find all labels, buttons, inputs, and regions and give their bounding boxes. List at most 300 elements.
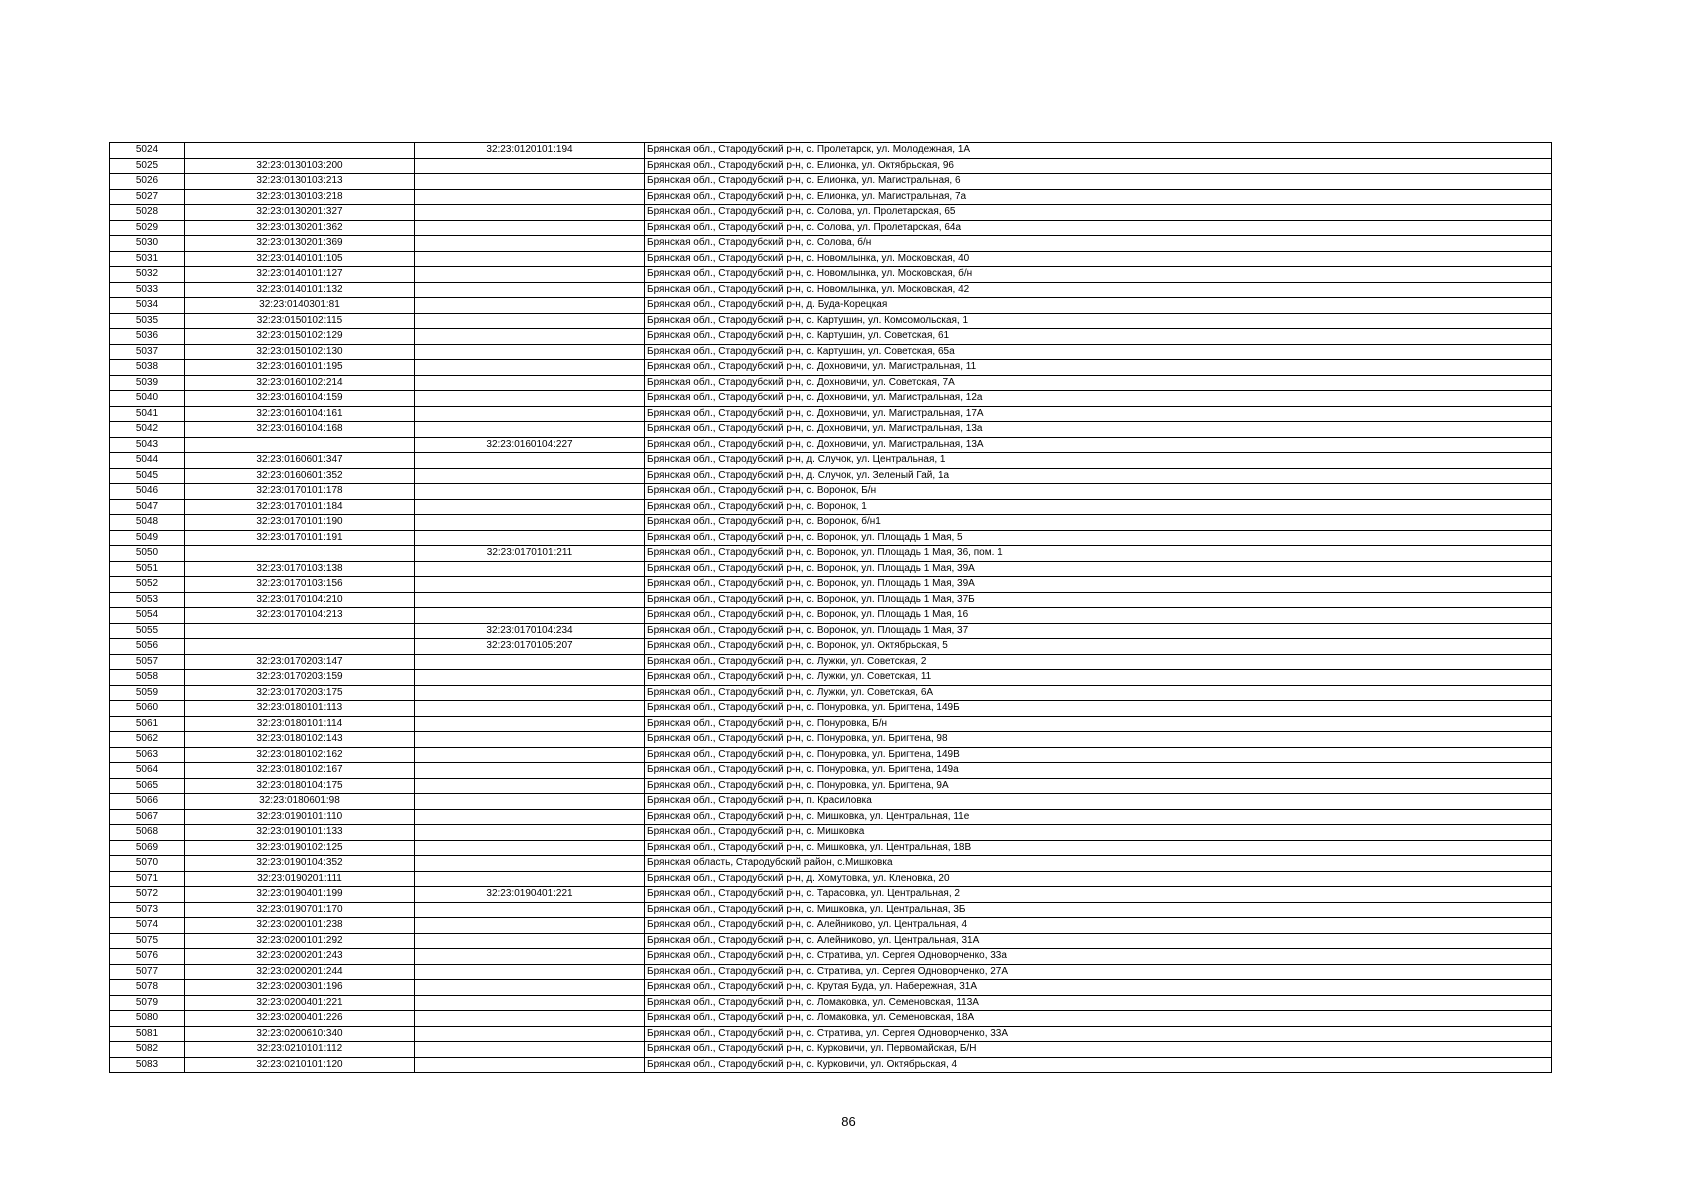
related-cadastral-number-cell	[415, 484, 645, 500]
address-cell: Брянская обл., Стародубский р-н, с. Стратива, ул. Сергея Одноворченко, 27А	[645, 964, 1552, 980]
related-cadastral-number-cell	[415, 685, 645, 701]
row-number-cell: 5030	[110, 236, 185, 252]
related-cadastral-number-cell	[415, 732, 645, 748]
table-row	[110, 329, 1552, 345]
address-cell: Брянская обл., Стародубский р-н, с. Мишковка, ул. Центральная, 11е	[645, 809, 1552, 825]
row-number-cell: 5046	[110, 484, 185, 500]
row-number-cell: 5057	[110, 654, 185, 670]
cadastral-number-cell: 32:23:0200301:196	[185, 980, 415, 996]
table-row	[110, 1026, 1552, 1042]
cadastral-number-cell	[185, 437, 415, 453]
table-row	[110, 902, 1552, 918]
row-number-cell: 5072	[110, 887, 185, 903]
related-cadastral-number-cell	[415, 747, 645, 763]
cadastral-number-cell	[185, 546, 415, 562]
row-number-cell: 5078	[110, 980, 185, 996]
address-cell: Брянская обл., Стародубский р-н, д. Хомутовка, ул. Кленовка, 20	[645, 871, 1552, 887]
address-cell: Брянская обл., Стародубский р-н, с. Пролетарск, ул. Молодежная, 1А	[645, 143, 1552, 159]
address-cell: Брянская обл., Стародубский р-н, с. Дохновичи, ул. Магистральная, 13а	[645, 422, 1552, 438]
related-cadastral-number-cell	[415, 360, 645, 376]
table-row	[110, 716, 1552, 732]
row-number-cell: 5060	[110, 701, 185, 717]
address-cell: Брянская обл., Стародубский р-н, с. Алейниково, ул. Центральная, 4	[645, 918, 1552, 934]
table-row	[110, 670, 1552, 686]
cadastral-number-cell: 32:23:0150102:115	[185, 313, 415, 329]
cadastral-number-cell: 32:23:0170203:159	[185, 670, 415, 686]
cadastral-number-cell: 32:23:0180102:167	[185, 763, 415, 779]
related-cadastral-number-cell	[415, 654, 645, 670]
table-row	[110, 267, 1552, 283]
cadastral-number-cell: 32:23:0180102:143	[185, 732, 415, 748]
row-number-cell: 5034	[110, 298, 185, 314]
address-cell: Брянская обл., Стародубский р-н, с. Дохновичи, ул. Магистральная, 13А	[645, 437, 1552, 453]
table-row	[110, 995, 1552, 1011]
cadastral-number-cell: 32:23:0180102:162	[185, 747, 415, 763]
address-cell: Брянская обл., Стародубский р-н, с. Воронок, ул. Площадь 1 Мая, 5	[645, 530, 1552, 546]
cadastral-number-cell: 32:23:0200201:243	[185, 949, 415, 965]
table-row	[110, 918, 1552, 934]
row-number-cell: 5036	[110, 329, 185, 345]
related-cadastral-number-cell	[415, 856, 645, 872]
table-row	[110, 158, 1552, 174]
row-number-cell: 5065	[110, 778, 185, 794]
table-row	[110, 592, 1552, 608]
cadastral-number-cell: 32:23:0160101:195	[185, 360, 415, 376]
related-cadastral-number-cell	[415, 763, 645, 779]
related-cadastral-number-cell	[415, 391, 645, 407]
row-number-cell: 5082	[110, 1042, 185, 1058]
related-cadastral-number-cell	[415, 871, 645, 887]
cadastral-number-cell: 32:23:0200201:244	[185, 964, 415, 980]
table-row	[110, 794, 1552, 810]
related-cadastral-number-cell	[415, 809, 645, 825]
table-row	[110, 685, 1552, 701]
cadastral-number-cell: 32:23:0170101:190	[185, 515, 415, 531]
address-cell: Брянская обл., Стародубский р-н, с. Воронок, ул. Площадь 1 Мая, 37	[645, 623, 1552, 639]
address-cell: Брянская обл., Стародубский р-н, с. Новомлынка, ул. Московская, 40	[645, 251, 1552, 267]
row-number-cell: 5029	[110, 220, 185, 236]
table-row	[110, 499, 1552, 515]
cadastral-number-cell: 32:23:0130103:200	[185, 158, 415, 174]
row-number-cell: 5079	[110, 995, 185, 1011]
related-cadastral-number-cell	[415, 608, 645, 624]
related-cadastral-number-cell	[415, 298, 645, 314]
table-row	[110, 949, 1552, 965]
related-cadastral-number-cell	[415, 189, 645, 205]
row-number-cell: 5049	[110, 530, 185, 546]
table-row	[110, 298, 1552, 314]
row-number-cell: 5062	[110, 732, 185, 748]
address-cell: Брянская область, Стародубский район, с.Мишковка	[645, 856, 1552, 872]
row-number-cell: 5051	[110, 561, 185, 577]
table-row	[110, 608, 1552, 624]
address-cell: Брянская обл., Стародубский р-н, с. Курковичи, ул. Октябрьская, 4	[645, 1057, 1552, 1073]
cadastral-number-cell: 32:23:0140301:81	[185, 298, 415, 314]
cadastral-number-cell: 32:23:0130103:218	[185, 189, 415, 205]
table-row	[110, 577, 1552, 593]
row-number-cell: 5039	[110, 375, 185, 391]
related-cadastral-number-cell	[415, 778, 645, 794]
table-row	[110, 344, 1552, 360]
address-cell: Брянская обл., Стародубский р-н, с. Новомлынка, ул. Московская, 42	[645, 282, 1552, 298]
address-cell: Брянская обл., Стародубский р-н, с. Крутая Буда, ул. Набережная, 31А	[645, 980, 1552, 996]
address-cell: Брянская обл., Стародубский р-н, с. Воронок, ул. Площадь 1 Мая, 39А	[645, 577, 1552, 593]
cadastral-number-cell: 32:23:0190101:133	[185, 825, 415, 841]
row-number-cell: 5073	[110, 902, 185, 918]
row-number-cell: 5042	[110, 422, 185, 438]
address-cell: Брянская обл., Стародубский р-н, с. Воронок, Б/н	[645, 484, 1552, 500]
related-cadastral-number-cell	[415, 1042, 645, 1058]
row-number-cell: 5048	[110, 515, 185, 531]
cadastral-number-cell: 32:23:0160102:214	[185, 375, 415, 391]
related-cadastral-number-cell	[415, 267, 645, 283]
address-cell: Брянская обл., Стародубский р-н, с. Мишковка	[645, 825, 1552, 841]
row-number-cell: 5041	[110, 406, 185, 422]
related-cadastral-number-cell	[415, 220, 645, 236]
row-number-cell: 5024	[110, 143, 185, 159]
table-row	[110, 639, 1552, 655]
row-number-cell: 5053	[110, 592, 185, 608]
cadastral-number-cell: 32:23:0200101:292	[185, 933, 415, 949]
row-number-cell: 5047	[110, 499, 185, 515]
cadastral-number-cell: 32:23:0170104:210	[185, 592, 415, 608]
address-cell: Брянская обл., Стародубский р-н, с. Ломаковка, ул. Семеновская, 18А	[645, 1011, 1552, 1027]
row-number-cell: 5035	[110, 313, 185, 329]
table-row	[110, 763, 1552, 779]
related-cadastral-number-cell	[415, 375, 645, 391]
cadastral-number-cell: 32:23:0170104:213	[185, 608, 415, 624]
related-cadastral-number-cell	[415, 344, 645, 360]
table-row	[110, 825, 1552, 841]
table-row	[110, 530, 1552, 546]
table-row	[110, 484, 1552, 500]
related-cadastral-number-cell	[415, 205, 645, 221]
related-cadastral-number-cell	[415, 515, 645, 531]
address-cell: Брянская обл., Стародубский р-н, с. Елионка, ул. Магистральная, 6	[645, 174, 1552, 190]
cadastral-number-cell: 32:23:0190102:125	[185, 840, 415, 856]
related-cadastral-number-cell	[415, 964, 645, 980]
related-cadastral-number-cell	[415, 453, 645, 469]
address-cell: Брянская обл., Стародубский р-н, с. Солова, ул. Пролетарская, 64а	[645, 220, 1552, 236]
cadastral-number-cell: 32:23:0160601:352	[185, 468, 415, 484]
cadastral-number-cell: 32:23:0140101:132	[185, 282, 415, 298]
cadastral-number-cell	[185, 639, 415, 655]
row-number-cell: 5083	[110, 1057, 185, 1073]
address-cell: Брянская обл., Стародубский р-н, с. Картушин, ул. Советская, 61	[645, 329, 1552, 345]
address-cell: Брянская обл., Стародубский р-н, с. Лужки, ул. Советская, 2	[645, 654, 1552, 670]
table-row	[110, 732, 1552, 748]
related-cadastral-number-cell	[415, 329, 645, 345]
table-row	[110, 654, 1552, 670]
related-cadastral-number-cell: 32:23:0120101:194	[415, 143, 645, 159]
row-number-cell: 5064	[110, 763, 185, 779]
address-cell: Брянская обл., Стародубский р-н, с. Понуровка, Б/н	[645, 716, 1552, 732]
table-row	[110, 933, 1552, 949]
related-cadastral-number-cell	[415, 933, 645, 949]
table-row	[110, 468, 1552, 484]
cadastral-number-cell: 32:23:0170101:178	[185, 484, 415, 500]
table-row	[110, 375, 1552, 391]
cadastral-number-cell	[185, 623, 415, 639]
cadastral-number-cell: 32:23:0130201:327	[185, 205, 415, 221]
address-cell: Брянская обл., Стародубский р-н, с. Воронок, ул. Площадь 1 Мая, 36, пом. 1	[645, 546, 1552, 562]
address-cell: Брянская обл., Стародубский р-н, с. Елионка, ул. Магистральная, 7а	[645, 189, 1552, 205]
cadastral-number-cell: 32:23:0200401:226	[185, 1011, 415, 1027]
related-cadastral-number-cell	[415, 949, 645, 965]
address-cell: Брянская обл., Стародубский р-н, с. Воронок, 1	[645, 499, 1552, 515]
cadastral-number-cell: 32:23:0180104:175	[185, 778, 415, 794]
row-number-cell: 5025	[110, 158, 185, 174]
cadastral-number-cell: 32:23:0190201:111	[185, 871, 415, 887]
cadastral-number-cell: 32:23:0180101:113	[185, 701, 415, 717]
address-cell: Брянская обл., Стародубский р-н, с. Картушин, ул. Комсомольская, 1	[645, 313, 1552, 329]
row-number-cell: 5045	[110, 468, 185, 484]
cadastral-number-cell: 32:23:0190401:199	[185, 887, 415, 903]
address-cell: Брянская обл., Стародубский р-н, д. Случок, ул. Зеленый Гай, 1а	[645, 468, 1552, 484]
related-cadastral-number-cell	[415, 251, 645, 267]
row-number-cell: 5054	[110, 608, 185, 624]
table-row	[110, 561, 1552, 577]
address-cell: Брянская обл., Стародубский р-н, с. Картушин, ул. Советская, 65а	[645, 344, 1552, 360]
related-cadastral-number-cell	[415, 236, 645, 252]
cadastral-number-cell: 32:23:0130103:213	[185, 174, 415, 190]
address-cell: Брянская обл., Стародубский р-н, с. Лужки, ул. Советская, 11	[645, 670, 1552, 686]
row-number-cell: 5067	[110, 809, 185, 825]
related-cadastral-number-cell	[415, 577, 645, 593]
cadastral-number-cell: 32:23:0160104:159	[185, 391, 415, 407]
address-cell: Брянская обл., Стародубский р-н, с. Воронок, ул. Площадь 1 Мая, 37Б	[645, 592, 1552, 608]
related-cadastral-number-cell: 32:23:0170104:234	[415, 623, 645, 639]
table-row	[110, 453, 1552, 469]
table-row	[110, 809, 1552, 825]
table-row	[110, 980, 1552, 996]
row-number-cell: 5055	[110, 623, 185, 639]
address-cell: Брянская обл., Стародубский р-н, с. Ломаковка, ул. Семеновская, 113А	[645, 995, 1552, 1011]
row-number-cell: 5027	[110, 189, 185, 205]
row-number-cell: 5080	[110, 1011, 185, 1027]
related-cadastral-number-cell	[415, 840, 645, 856]
table-row	[110, 964, 1552, 980]
cadastral-number-cell: 32:23:0170103:138	[185, 561, 415, 577]
address-cell: Брянская обл., Стародубский р-н, с. Мишковка, ул. Центральная, 3Б	[645, 902, 1552, 918]
related-cadastral-number-cell	[415, 313, 645, 329]
table-row	[110, 406, 1552, 422]
related-cadastral-number-cell	[415, 918, 645, 934]
address-cell: Брянская обл., Стародубский р-н, п. Красиловка	[645, 794, 1552, 810]
related-cadastral-number-cell	[415, 422, 645, 438]
table-row	[110, 1011, 1552, 1027]
row-number-cell: 5031	[110, 251, 185, 267]
row-number-cell: 5040	[110, 391, 185, 407]
table-row	[110, 391, 1552, 407]
related-cadastral-number-cell	[415, 499, 645, 515]
table-row	[110, 623, 1552, 639]
row-number-cell: 5070	[110, 856, 185, 872]
cadastral-number-cell: 32:23:0130201:369	[185, 236, 415, 252]
address-cell: Брянская обл., Стародубский р-н, д. Буда-Корецкая	[645, 298, 1552, 314]
row-number-cell: 5074	[110, 918, 185, 934]
related-cadastral-number-cell	[415, 406, 645, 422]
address-cell: Брянская обл., Стародубский р-н, с. Дохновичи, ул. Магистральная, 11	[645, 360, 1552, 376]
cadastral-number-cell: 32:23:0140101:127	[185, 267, 415, 283]
row-number-cell: 5075	[110, 933, 185, 949]
row-number-cell: 5043	[110, 437, 185, 453]
table-row	[110, 422, 1552, 438]
address-cell: Брянская обл., Стародубский р-н, с. Воронок, ул. Площадь 1 Мая, 39А	[645, 561, 1552, 577]
address-cell: Брянская обл., Стародубский р-н, с. Курковичи, ул. Первомайская, Б/Н	[645, 1042, 1552, 1058]
related-cadastral-number-cell: 32:23:0160104:227	[415, 437, 645, 453]
row-number-cell: 5044	[110, 453, 185, 469]
registry-table-body	[110, 143, 1552, 1073]
related-cadastral-number-cell	[415, 1026, 645, 1042]
table-row	[110, 747, 1552, 763]
cadastral-number-cell: 32:23:0200610:340	[185, 1026, 415, 1042]
address-cell: Брянская обл., Стародубский р-н, с. Солова, б/н	[645, 236, 1552, 252]
related-cadastral-number-cell	[415, 701, 645, 717]
address-cell: Брянская обл., Стародубский р-н, с. Елионка, ул. Октябрьская, 96	[645, 158, 1552, 174]
table-row	[110, 856, 1552, 872]
address-cell: Брянская обл., Стародубский р-н, с. Лужки, ул. Советская, 6А	[645, 685, 1552, 701]
table-row	[110, 1042, 1552, 1058]
row-number-cell: 5081	[110, 1026, 185, 1042]
cadastral-number-cell: 32:23:0200101:238	[185, 918, 415, 934]
row-number-cell: 5038	[110, 360, 185, 376]
row-number-cell: 5050	[110, 546, 185, 562]
property-registry-table	[109, 142, 1552, 1073]
row-number-cell: 5056	[110, 639, 185, 655]
related-cadastral-number-cell	[415, 1057, 645, 1073]
related-cadastral-number-cell: 32:23:0170105:207	[415, 639, 645, 655]
table-row	[110, 220, 1552, 236]
row-number-cell: 5068	[110, 825, 185, 841]
table-row	[110, 515, 1552, 531]
table-row	[110, 701, 1552, 717]
address-cell: Брянская обл., Стародубский р-н, с. Дохновичи, ул. Советская, 7А	[645, 375, 1552, 391]
address-cell: Брянская обл., Стародубский р-н, с. Воронок, ул. Площадь 1 Мая, 16	[645, 608, 1552, 624]
related-cadastral-number-cell	[415, 282, 645, 298]
related-cadastral-number-cell	[415, 980, 645, 996]
related-cadastral-number-cell	[415, 794, 645, 810]
related-cadastral-number-cell	[415, 561, 645, 577]
address-cell: Брянская обл., Стародубский р-н, с. Тарасовка, ул. Центральная, 2	[645, 887, 1552, 903]
table-row	[110, 143, 1552, 159]
address-cell: Брянская обл., Стародубский р-н, с. Понуровка, ул. Бригтена, 98	[645, 732, 1552, 748]
cadastral-number-cell: 32:23:0150102:129	[185, 329, 415, 345]
related-cadastral-number-cell	[415, 468, 645, 484]
address-cell: Брянская обл., Стародубский р-н, с. Понуровка, ул. Бригтена, 149а	[645, 763, 1552, 779]
row-number-cell: 5061	[110, 716, 185, 732]
related-cadastral-number-cell	[415, 995, 645, 1011]
table-row	[110, 1057, 1552, 1073]
row-number-cell: 5059	[110, 685, 185, 701]
table-row	[110, 205, 1552, 221]
cadastral-number-cell: 32:23:0190101:110	[185, 809, 415, 825]
table-row	[110, 546, 1552, 562]
row-number-cell: 5058	[110, 670, 185, 686]
row-number-cell: 5037	[110, 344, 185, 360]
cadastral-number-cell: 32:23:0160104:161	[185, 406, 415, 422]
table-row	[110, 236, 1552, 252]
row-number-cell: 5069	[110, 840, 185, 856]
cadastral-number-cell	[185, 143, 415, 159]
cadastral-number-cell: 32:23:0180601:98	[185, 794, 415, 810]
table-row	[110, 251, 1552, 267]
address-cell: Брянская обл., Стародубский р-н, с. Дохновичи, ул. Магистральная, 12а	[645, 391, 1552, 407]
table-row	[110, 840, 1552, 856]
related-cadastral-number-cell	[415, 902, 645, 918]
cadastral-number-cell: 32:23:0180101:114	[185, 716, 415, 732]
table-row	[110, 778, 1552, 794]
table-row	[110, 282, 1552, 298]
related-cadastral-number-cell	[415, 158, 645, 174]
cadastral-number-cell: 32:23:0140101:105	[185, 251, 415, 267]
table-row	[110, 360, 1552, 376]
cadastral-number-cell: 32:23:0190104:352	[185, 856, 415, 872]
table-row	[110, 887, 1552, 903]
related-cadastral-number-cell	[415, 592, 645, 608]
row-number-cell: 5077	[110, 964, 185, 980]
address-cell: Брянская обл., Стародубский р-н, с. Стратива, ул. Сергея Одноворченко, 33А	[645, 1026, 1552, 1042]
row-number-cell: 5033	[110, 282, 185, 298]
cadastral-number-cell: 32:23:0170203:147	[185, 654, 415, 670]
address-cell: Брянская обл., Стародубский р-н, с. Солова, ул. Пролетарская, 65	[645, 205, 1552, 221]
cadastral-number-cell: 32:23:0200401:221	[185, 995, 415, 1011]
related-cadastral-number-cell	[415, 530, 645, 546]
cadastral-number-cell: 32:23:0160601:347	[185, 453, 415, 469]
row-number-cell: 5052	[110, 577, 185, 593]
address-cell: Брянская обл., Стародубский р-н, с. Алейниково, ул. Центральная, 31А	[645, 933, 1552, 949]
table-row	[110, 174, 1552, 190]
related-cadastral-number-cell	[415, 716, 645, 732]
row-number-cell: 5071	[110, 871, 185, 887]
table-row	[110, 871, 1552, 887]
address-cell: Брянская обл., Стародубский р-н, с. Понуровка, ул. Бригтена, 149В	[645, 747, 1552, 763]
related-cadastral-number-cell	[415, 174, 645, 190]
table-row	[110, 189, 1552, 205]
cadastral-number-cell: 32:23:0170103:156	[185, 577, 415, 593]
cadastral-number-cell: 32:23:0170101:184	[185, 499, 415, 515]
cadastral-number-cell: 32:23:0210101:120	[185, 1057, 415, 1073]
row-number-cell: 5063	[110, 747, 185, 763]
related-cadastral-number-cell	[415, 825, 645, 841]
address-cell: Брянская обл., Стародубский р-н, д. Случок, ул. Центральная, 1	[645, 453, 1552, 469]
row-number-cell: 5032	[110, 267, 185, 283]
related-cadastral-number-cell: 32:23:0190401:221	[415, 887, 645, 903]
row-number-cell: 5076	[110, 949, 185, 965]
address-cell: Брянская обл., Стародубский р-н, с. Дохновичи, ул. Магистральная, 17А	[645, 406, 1552, 422]
cadastral-number-cell: 32:23:0150102:130	[185, 344, 415, 360]
address-cell: Брянская обл., Стародубский р-н, с. Новомлынка, ул. Московская, б/н	[645, 267, 1552, 283]
cadastral-number-cell: 32:23:0160104:168	[185, 422, 415, 438]
page-number: 86	[841, 1114, 856, 1129]
related-cadastral-number-cell	[415, 1011, 645, 1027]
address-cell: Брянская обл., Стародубский р-н, с. Стратива, ул. Сергея Одноворченко, 33а	[645, 949, 1552, 965]
related-cadastral-number-cell: 32:23:0170101:211	[415, 546, 645, 562]
row-number-cell: 5028	[110, 205, 185, 221]
table-row	[110, 313, 1552, 329]
cadastral-number-cell: 32:23:0170101:191	[185, 530, 415, 546]
address-cell: Брянская обл., Стародубский р-н, с. Мишковка, ул. Центральная, 18В	[645, 840, 1552, 856]
related-cadastral-number-cell	[415, 670, 645, 686]
cadastral-number-cell: 32:23:0210101:112	[185, 1042, 415, 1058]
table-row	[110, 437, 1552, 453]
address-cell: Брянская обл., Стародубский р-н, с. Понуровка, ул. Бригтена, 9А	[645, 778, 1552, 794]
cadastral-number-cell: 32:23:0190701:170	[185, 902, 415, 918]
address-cell: Брянская обл., Стародубский р-н, с. Воронок, б/н1	[645, 515, 1552, 531]
address-cell: Брянская обл., Стародубский р-н, с. Понуровка, ул. Бригтена, 149Б	[645, 701, 1552, 717]
address-cell: Брянская обл., Стародубский р-н, с. Воронок, ул. Октябрьская, 5	[645, 639, 1552, 655]
row-number-cell: 5066	[110, 794, 185, 810]
